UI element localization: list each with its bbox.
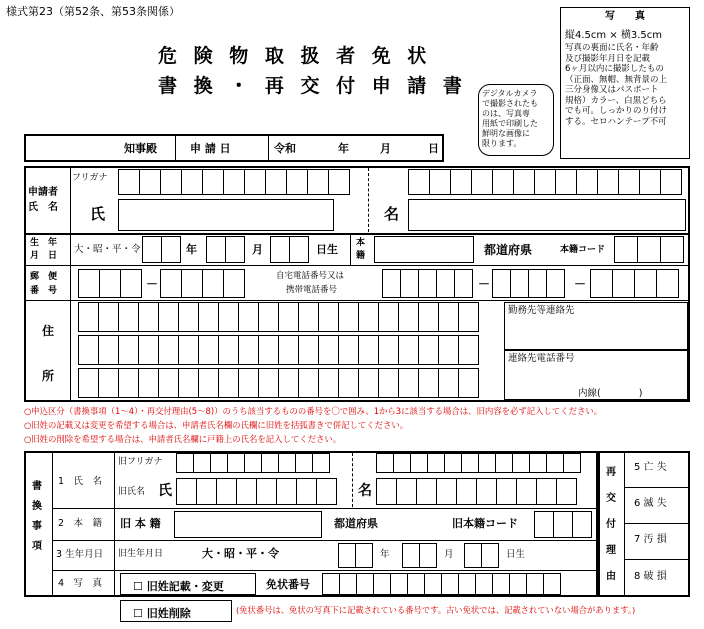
postal-label1: 郵 便 bbox=[30, 272, 58, 282]
photo-line: 規格）カラー、白黒どちら bbox=[565, 95, 667, 106]
camera-note-line: 鮮明な画像に bbox=[482, 129, 530, 138]
apply-date-label: 申 請 日 bbox=[190, 142, 231, 155]
divider bbox=[114, 451, 115, 597]
era-label: 令和 bbox=[274, 142, 296, 155]
furigana-surname-cells[interactable] bbox=[118, 169, 349, 195]
photo-line: 6ヶ月以内に撮影したもの bbox=[565, 64, 664, 74]
reissue-item-destroyed[interactable]: 6 滅 失 bbox=[634, 498, 667, 509]
old-name-label: 旧氏名 bbox=[118, 487, 146, 497]
honseki-label2: 籍 bbox=[356, 251, 366, 261]
applicant-label: 申請者 bbox=[28, 187, 58, 198]
note-2: ○旧姓の記載又は変更を希望する場合は、申請者氏名欄の氏欄に旧姓を括弧書きで併記してください。 bbox=[24, 420, 409, 430]
photo-box[interactable] bbox=[560, 7, 690, 159]
old-year-cells[interactable] bbox=[338, 543, 372, 568]
photo-line: する。セロハンテープ不可 bbox=[565, 116, 667, 127]
phone-label2: 携帯電話番号 bbox=[286, 285, 338, 295]
rewrite-label-char: 項 bbox=[32, 541, 42, 552]
divider bbox=[352, 453, 353, 507]
old-birth-label: 旧生年月日 bbox=[118, 549, 164, 559]
birth-era-options[interactable]: 大・昭・平・令 bbox=[74, 244, 141, 255]
reissue-item-damaged[interactable]: 8 破 損 bbox=[634, 571, 667, 582]
old-code-cells[interactable] bbox=[534, 511, 591, 538]
address-cells-1[interactable] bbox=[78, 302, 478, 332]
camera-note-line: で撮影されたも bbox=[482, 99, 538, 108]
birth-day-label: 日生 bbox=[316, 243, 338, 256]
old-month-label: 月 bbox=[444, 549, 454, 560]
divider bbox=[24, 233, 690, 235]
row-honseki-label[interactable]: 2 本 籍 bbox=[58, 518, 103, 529]
row-name-label[interactable]: 1 氏 名 bbox=[58, 476, 103, 487]
year-label: 年 bbox=[338, 142, 349, 155]
birth-month-label: 月 bbox=[252, 243, 263, 256]
birth-label1: 生 年 bbox=[30, 238, 58, 248]
old-year-label: 年 bbox=[380, 549, 390, 560]
phone-label1: 自宅電話番号又は bbox=[276, 271, 345, 281]
divider bbox=[52, 570, 598, 571]
furigana-given-cells[interactable] bbox=[408, 169, 681, 195]
phone-cells-2[interactable] bbox=[492, 269, 564, 298]
old-furigana-cells-2[interactable] bbox=[376, 453, 580, 473]
old-day-label: 日生 bbox=[506, 549, 526, 560]
form-number: 様式第23（第52条、第53条関係） bbox=[6, 5, 180, 18]
reissue-label-char: 付 bbox=[606, 519, 616, 530]
title-line1: 危 険 物 取 扱 者 免 状 bbox=[158, 45, 432, 67]
birth-year-cells[interactable] bbox=[142, 236, 180, 263]
divider bbox=[624, 487, 690, 488]
old-surname-label: 氏 bbox=[158, 483, 172, 499]
phone-cells-3[interactable] bbox=[590, 269, 678, 298]
divider bbox=[52, 451, 53, 597]
reissue-label-char: 由 bbox=[606, 571, 616, 582]
photo-line: （正面、無帽、無背景の上 bbox=[565, 74, 668, 85]
extension-label: 内線( ) bbox=[578, 388, 643, 399]
photo-line: でも可。しっかりのり付け bbox=[565, 106, 668, 116]
honseki-code-label: 本籍コード bbox=[560, 245, 606, 255]
phone-dash: － bbox=[574, 277, 587, 291]
camera-note-line: デジタルカメラ bbox=[482, 89, 538, 98]
given-label: 名 bbox=[384, 205, 400, 223]
address-label2: 所 bbox=[42, 369, 55, 383]
note-1: ○申込区分（書換事項（1～4）・再交付理由(5～8)）のうち該当するものの番号を〇で囲み、1から3に該当する場合は、旧内容を必ず記入してください。 bbox=[24, 406, 603, 416]
postal-dash: － bbox=[146, 277, 159, 291]
old-furigana-label: 旧フリガナ bbox=[118, 457, 163, 467]
postal-label2: 番 号 bbox=[30, 286, 58, 296]
honseki-field[interactable] bbox=[374, 236, 474, 263]
camera-note-bubble bbox=[478, 84, 554, 156]
reissue-label-char: 交 bbox=[606, 493, 616, 504]
applicant-label2: 氏 名 bbox=[28, 202, 58, 213]
divider bbox=[624, 559, 690, 560]
honseki-code-cells[interactable] bbox=[614, 236, 683, 263]
old-furigana-cells-1[interactable] bbox=[176, 453, 329, 473]
reissue-label-char: 理 bbox=[606, 545, 616, 556]
old-era-options[interactable]: 大・昭・平・令 bbox=[202, 547, 279, 560]
birth-year-label: 年 bbox=[186, 243, 197, 256]
birth-day-cells[interactable] bbox=[270, 236, 308, 263]
divider bbox=[624, 523, 690, 524]
birth-month-cells[interactable] bbox=[206, 236, 244, 263]
address-cells-2[interactable] bbox=[78, 335, 478, 365]
divider bbox=[350, 233, 351, 265]
surname-label: 氏 bbox=[90, 205, 106, 223]
governor-label: 知事殿 bbox=[124, 142, 157, 155]
old-honseki-label: 旧 本 籍 bbox=[120, 517, 161, 530]
month-label: 月 bbox=[380, 142, 391, 155]
reissue-item-lost[interactable]: 5 亡 失 bbox=[634, 462, 667, 473]
old-month-cells[interactable] bbox=[402, 543, 436, 568]
maiden-delete-option[interactable]: ☐ 旧姓削除 bbox=[120, 600, 232, 622]
divider bbox=[175, 134, 176, 162]
address-cells-3[interactable] bbox=[78, 368, 478, 398]
license-note: (免状番号は、免状の写真下に記載されている番号です。古い免状では、記載されていない場合があります。) bbox=[236, 605, 636, 615]
reissue-label-char: 再 bbox=[606, 467, 616, 478]
phone-dash: － bbox=[478, 277, 491, 291]
old-honseki-field[interactable] bbox=[174, 511, 322, 538]
old-prefecture-label: 都道府県 bbox=[334, 517, 378, 530]
photo-line: 写真の裏面に氏名・年齢 bbox=[565, 43, 659, 53]
old-given-label: 名 bbox=[358, 483, 372, 499]
row-photo-label[interactable]: 4 写 真 bbox=[58, 578, 103, 589]
birth-label2: 月 日 bbox=[30, 251, 58, 261]
rewrite-label-char: 換 bbox=[32, 501, 42, 512]
furigana-label: フリガナ bbox=[72, 173, 108, 183]
note-3: ○旧姓の削除を希望する場合は、申請者氏名欄に戸籍上の氏名を記入してください。 bbox=[24, 434, 342, 444]
divider bbox=[368, 168, 369, 232]
divider bbox=[624, 451, 625, 597]
photo-size: 縦4.5cm × 横3.5cm bbox=[565, 29, 663, 41]
old-code-label: 旧本籍コード bbox=[452, 517, 518, 530]
postal-cells-2[interactable] bbox=[160, 269, 244, 298]
camera-note-line: 用紙で印刷した bbox=[482, 119, 538, 128]
old-surname-cells[interactable] bbox=[176, 478, 336, 505]
old-day-cells[interactable] bbox=[464, 543, 498, 568]
rewrite-label-char: 書 bbox=[32, 481, 42, 492]
camera-note-line: 限ります。 bbox=[482, 139, 522, 148]
contact-phone-label: 連絡先電話番号 bbox=[508, 353, 575, 364]
photo-line: 三分身像又はパスポート bbox=[565, 85, 659, 95]
surname-field[interactable] bbox=[118, 199, 334, 231]
divider bbox=[52, 540, 598, 541]
prefecture-label: 都道府県 bbox=[484, 243, 533, 257]
old-given-cells[interactable] bbox=[376, 478, 576, 505]
postal-cells-1[interactable] bbox=[78, 269, 141, 298]
work-contact-label: 勤務先等連絡先 bbox=[508, 305, 575, 316]
divider bbox=[268, 134, 269, 162]
address-label1: 住 bbox=[42, 324, 55, 338]
divider bbox=[24, 300, 690, 301]
license-no-label: 免状番号 bbox=[266, 578, 310, 591]
honseki-label1: 本 bbox=[356, 238, 366, 248]
title-line2: 書 換 ・ 再 交 付 申 請 書 bbox=[158, 75, 467, 97]
reissue-item-soiled[interactable]: 7 汚 損 bbox=[634, 534, 667, 545]
photo-title: 写 真 bbox=[605, 11, 645, 22]
rewrite-label-char: 事 bbox=[32, 521, 42, 532]
row-birth-label[interactable]: 3 生年月日 bbox=[56, 549, 104, 560]
divider bbox=[24, 265, 690, 266]
license-no-cells[interactable] bbox=[322, 573, 560, 595]
divider bbox=[70, 166, 71, 402]
divider bbox=[52, 508, 598, 509]
given-field[interactable] bbox=[408, 199, 686, 231]
maiden-change-option[interactable]: ☐ 旧姓記載・変更 bbox=[120, 573, 256, 595]
day-label: 日 bbox=[428, 142, 439, 155]
photo-line: 及び撮影年月日を記載 bbox=[565, 53, 651, 64]
camera-note-line: のは、写真専 bbox=[482, 109, 530, 118]
phone-cells-1[interactable] bbox=[382, 269, 472, 298]
